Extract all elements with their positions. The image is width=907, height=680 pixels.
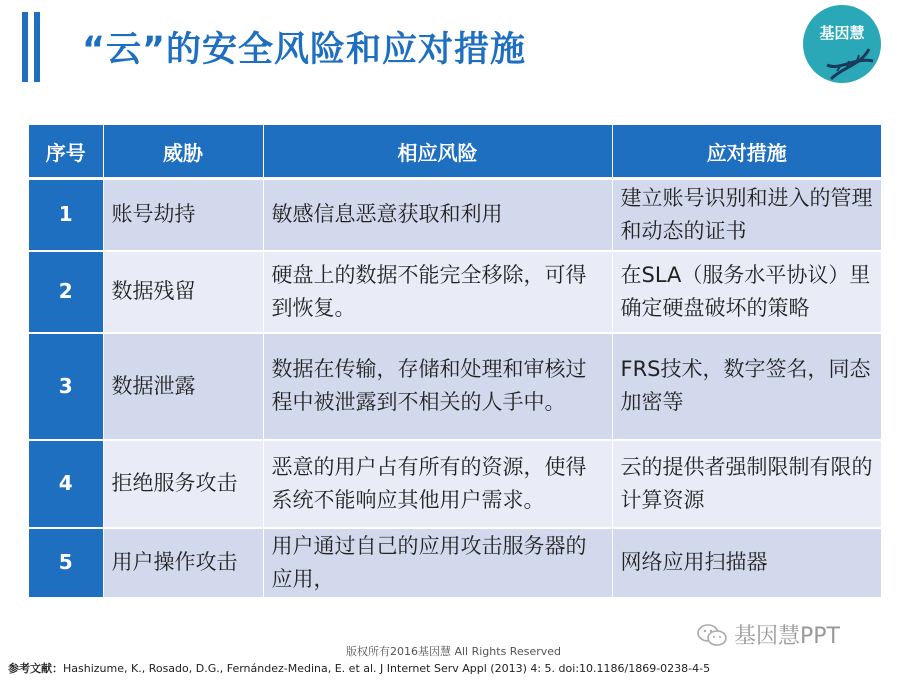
threat-cell: 数据残留	[103, 251, 263, 333]
threat-cell: 拒绝服务攻击	[103, 440, 263, 528]
logo-text: 基因慧	[819, 24, 865, 42]
measure-cell: 在SLA（服务水平协议）里确定硬盘破坏的策略	[612, 251, 881, 333]
threat-cell: 用户操作攻击	[103, 528, 263, 598]
row-number: 2	[29, 251, 103, 333]
title-accent-bar	[34, 12, 40, 82]
dna-helix-icon	[803, 5, 881, 83]
measure-cell: 网络应用扫描器	[612, 528, 881, 598]
row-number: 3	[29, 333, 103, 440]
header-cell-index: 序号	[29, 125, 103, 179]
table-header-row	[29, 125, 881, 179]
brand-text: 基因慧PPT	[734, 624, 840, 649]
row-number: 4	[29, 440, 103, 528]
measure-cell: FRS技术，数字签名，同态加密等	[612, 333, 881, 440]
table-row	[29, 440, 881, 528]
copyright-notice: 版权所有2016基因慧 All Rights Reserved	[345, 645, 561, 658]
table-row	[29, 179, 881, 251]
reference-text: Hashizume, K., Rosado, D.G., Fernández-Medina, E. et al. J Internet Serv Appl (2013) 4: 5. doi:10.1186/1869-0238-4-5	[63, 662, 711, 675]
table-row	[29, 528, 881, 598]
risk-cell: 硬盘上的数据不能完全移除，可得到恢复。	[263, 251, 612, 333]
row-number: 1	[29, 179, 103, 251]
security-risk-table	[29, 125, 881, 599]
logo	[803, 5, 881, 83]
reference-label: 参考文献：	[8, 662, 63, 675]
table-row	[29, 251, 881, 333]
risk-cell: 用户通过自己的应用攻击服务器的应用，	[263, 528, 612, 598]
table-row	[29, 333, 881, 440]
risk-cell: 恶意的用户占有所有的资源，使得系统不能响应其他用户需求。	[263, 440, 612, 528]
header-cell-threat: 威胁	[103, 125, 263, 179]
page-title: “云”的安全风险和应对措施	[82, 30, 527, 70]
title-accent-bar	[22, 12, 28, 82]
threat-cell: 账号劫持	[103, 179, 263, 251]
threat-cell: 数据泄露	[103, 333, 263, 440]
header-cell-risk: 相应风险	[263, 125, 612, 179]
risk-cell: 敏感信息恶意获取和利用	[263, 179, 612, 251]
measure-cell: 建立账号识别和进入的管理和动态的证书	[612, 179, 881, 251]
reference-citation	[8, 660, 710, 676]
row-number: 5	[29, 528, 103, 598]
header-cell-measure: 应对措施	[612, 125, 881, 179]
measure-cell: 云的提供者强制限制有限的计算资源	[612, 440, 881, 528]
risk-cell: 数据在传输，存储和处理和审核过程中被泄露到不相关的人手中。	[263, 333, 612, 440]
